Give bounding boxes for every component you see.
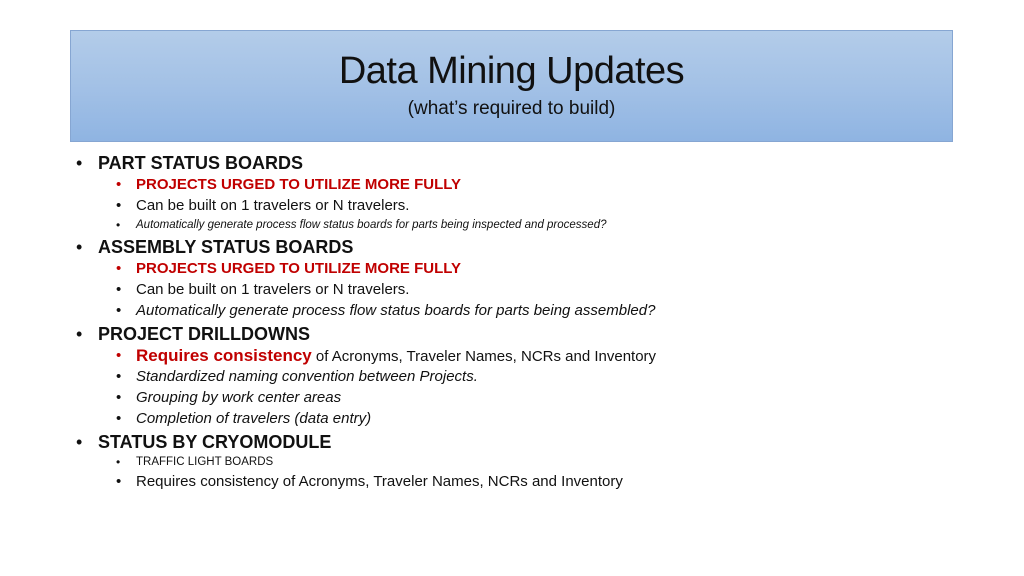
section-project-drilldowns bbox=[76, 323, 976, 429]
bullet-icon: • bbox=[116, 218, 121, 232]
bullet-icon: • bbox=[116, 473, 122, 490]
bullet-icon: • bbox=[116, 389, 122, 406]
item-text: Completion of travelers (data entry) bbox=[136, 410, 372, 427]
list-item bbox=[76, 216, 976, 234]
item-text: PROJECTS URGED TO UTILIZE MORE FULLY bbox=[136, 260, 462, 277]
bullet-icon: • bbox=[116, 197, 122, 214]
slide-title: Data Mining Updates bbox=[338, 50, 685, 92]
item-text: Automatically generate process flow status boards for parts being inspected and processed? bbox=[136, 219, 607, 231]
item-text: Standardized naming convention between Projects. bbox=[136, 368, 478, 385]
item-text: of Acronyms, Traveler Names, NCRs and Inventory bbox=[311, 348, 657, 365]
bullet-icon: • bbox=[76, 153, 83, 173]
list-item bbox=[76, 345, 976, 366]
item-text: Can be built on 1 travelers or N travelers. bbox=[136, 197, 410, 214]
slide-subtitle: (what’s required to build) bbox=[407, 98, 616, 119]
list-item bbox=[76, 408, 976, 429]
item-lead-text: Requires consistency bbox=[136, 346, 312, 365]
list-item bbox=[76, 366, 976, 387]
bullet-icon: • bbox=[76, 324, 83, 344]
section-heading bbox=[76, 431, 976, 453]
item-text: Automatically generate process flow status boards for parts being assembled? bbox=[136, 302, 656, 319]
bullet-icon: • bbox=[116, 455, 121, 469]
item-text: Grouping by work center areas bbox=[136, 389, 342, 406]
bullet-icon: • bbox=[76, 432, 83, 452]
title-banner bbox=[70, 30, 953, 142]
list-item bbox=[76, 195, 976, 216]
bullet-icon: • bbox=[116, 281, 122, 298]
bullet-icon: • bbox=[76, 237, 83, 257]
bullet-list bbox=[76, 152, 976, 494]
section-status-by-cryomodule bbox=[76, 431, 976, 492]
item-text: TRAFFIC LIGHT BOARDS bbox=[136, 456, 274, 468]
heading-text: STATUS BY CRYOMODULE bbox=[98, 432, 332, 452]
item-text: Can be built on 1 travelers or N travelers. bbox=[136, 281, 410, 298]
section-heading bbox=[76, 152, 976, 174]
section-assembly-status-boards bbox=[76, 236, 976, 321]
heading-text: PROJECT DRILLDOWNS bbox=[98, 324, 311, 344]
heading-text: ASSEMBLY STATUS BOARDS bbox=[98, 237, 354, 257]
item-text: Requires consistency of Acronyms, Traveler Names, NCRs and Inventory bbox=[136, 473, 623, 490]
bullet-icon: • bbox=[116, 260, 122, 277]
list-item bbox=[76, 387, 976, 408]
list-item bbox=[76, 279, 976, 300]
heading-text: PART STATUS BOARDS bbox=[98, 153, 303, 173]
bullet-icon: • bbox=[116, 368, 122, 385]
list-item bbox=[76, 174, 976, 195]
bullet-icon: • bbox=[116, 176, 122, 193]
list-item bbox=[76, 453, 976, 471]
list-item bbox=[76, 471, 976, 492]
bullet-icon: • bbox=[116, 302, 122, 319]
bullet-icon: • bbox=[116, 347, 122, 364]
list-item bbox=[76, 300, 976, 321]
list-item bbox=[76, 258, 976, 279]
item-text: PROJECTS URGED TO UTILIZE MORE FULLY bbox=[136, 176, 462, 193]
section-heading bbox=[76, 323, 976, 345]
section-heading bbox=[76, 236, 976, 258]
bullet-icon: • bbox=[116, 410, 122, 427]
section-part-status-boards bbox=[76, 152, 976, 234]
